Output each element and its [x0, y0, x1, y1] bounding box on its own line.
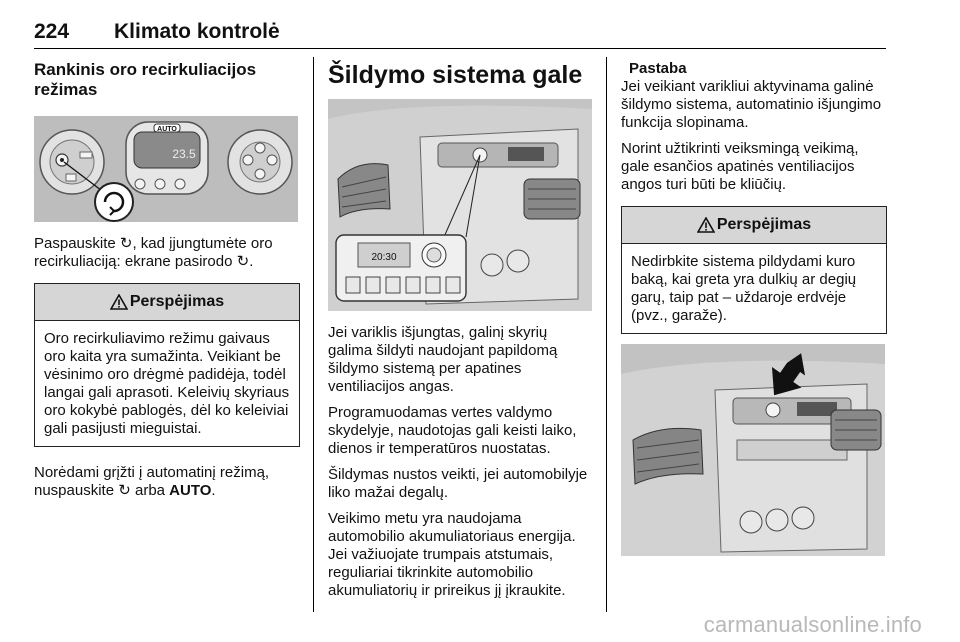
display-temperature: 23.5 — [172, 147, 196, 161]
warning-triangle-icon — [110, 294, 128, 310]
recirculation-icon: ↻ — [119, 235, 133, 252]
paragraph: Veikimo metu yra naudojama automobilio akumuliatoriaus energija. Jei važiuojate trumpais atstumais, reguliariai tikrinkite automobilio akumuliatorių ir prireikus jį įkraukite. — [328, 510, 576, 599]
section-heading-recirculation: Rankinis oro recirkuliacijos režimas — [34, 60, 257, 99]
column-divider-1 — [313, 57, 314, 612]
warning-title: Perspėjimas — [129, 293, 225, 310]
paragraph: Programuodamas vertes valdymo skydelyje, naudotojas gali keisti laiko, dienos ir temperatūros nuostatas. — [328, 404, 577, 457]
warning-box-left — [34, 283, 300, 447]
warning-header — [35, 284, 299, 321]
recirculation-icon: ↻ — [236, 253, 250, 270]
page-number: 224 — [34, 20, 70, 43]
warning-triangle-icon — [697, 217, 715, 233]
warning-text: Oro recirkuliavimo režimu gaivaus oro kaita yra sumažinta. Veikiant be vėsinimo oro drėgmė padidėja, todėl langai gali aprasoti. Keleivių skyriaus oro kokybė pablogės, dėl ko keleiviai gali pasijusti mieguistai. — [44, 330, 290, 437]
note-text: Jei veikiant varikliui aktyvinama galinė šildymo sistema, automatinio išjungimo funkcija slopinama. — [621, 78, 882, 131]
chapter-title: Klimato kontrolė — [114, 20, 280, 43]
paragraph: Šildymas nustos veikti, jei automobilyje liko mažai degalų. — [328, 466, 588, 501]
dashboard-vents-illustration — [621, 344, 885, 556]
heater-display-value: 20:30 — [371, 252, 397, 263]
warning-header — [622, 207, 886, 244]
paragraph-recirculation: Paspauskite ↻, kad įjungtumėte oro recirkuliaciją: ekrane pasirodo ↻. — [34, 235, 273, 270]
auto-button-label: AUTO — [157, 126, 177, 133]
header-rule — [34, 48, 886, 49]
warning-box-right — [621, 206, 887, 334]
warning-title: Perspėjimas — [716, 216, 812, 233]
warning-text: Nedirbkite sistema pildydami kuro baką, kai greta yra dulkių ar degių garų, taip pat – uždaroje erdvėje (pvz., garaže). — [631, 253, 857, 324]
figure-climate-panel — [34, 116, 298, 222]
rear-heating-text — [328, 324, 594, 600]
paragraph-vents: Norint užtikrinti veiksmingą veikimą, gale esančios apatinės ventiliacijos angos turi būti be kliūčių. — [621, 140, 859, 193]
section-heading-rear-heating: Šildymo sistema gale — [328, 61, 583, 89]
recirculation-icon: ↻ — [118, 482, 131, 499]
watermark: carmanualsonline.info — [703, 612, 922, 637]
climate-panel-illustration — [34, 116, 298, 222]
rear-heater-illustration — [328, 99, 592, 311]
right-column — [621, 60, 887, 556]
left-column — [34, 60, 300, 508]
figure-dashboard-vents — [621, 344, 885, 556]
column-divider-2 — [606, 57, 607, 612]
note-title: Pastaba — [629, 60, 687, 77]
paragraph-return-auto: Norėdami grįžti į automatinį režimą, nuspauskite ↻ arba AUTO. — [34, 464, 270, 499]
paragraph: Jei variklis išjungtas, galinį skyrių galima šildyti naudojant papildomą šildymo sistemą per apatines ventiliacijos angas. — [328, 324, 558, 395]
figure-rear-heater-panel — [328, 99, 592, 311]
middle-column — [328, 60, 594, 608]
auto-label: AUTO — [169, 482, 212, 499]
page-header — [34, 20, 886, 50]
